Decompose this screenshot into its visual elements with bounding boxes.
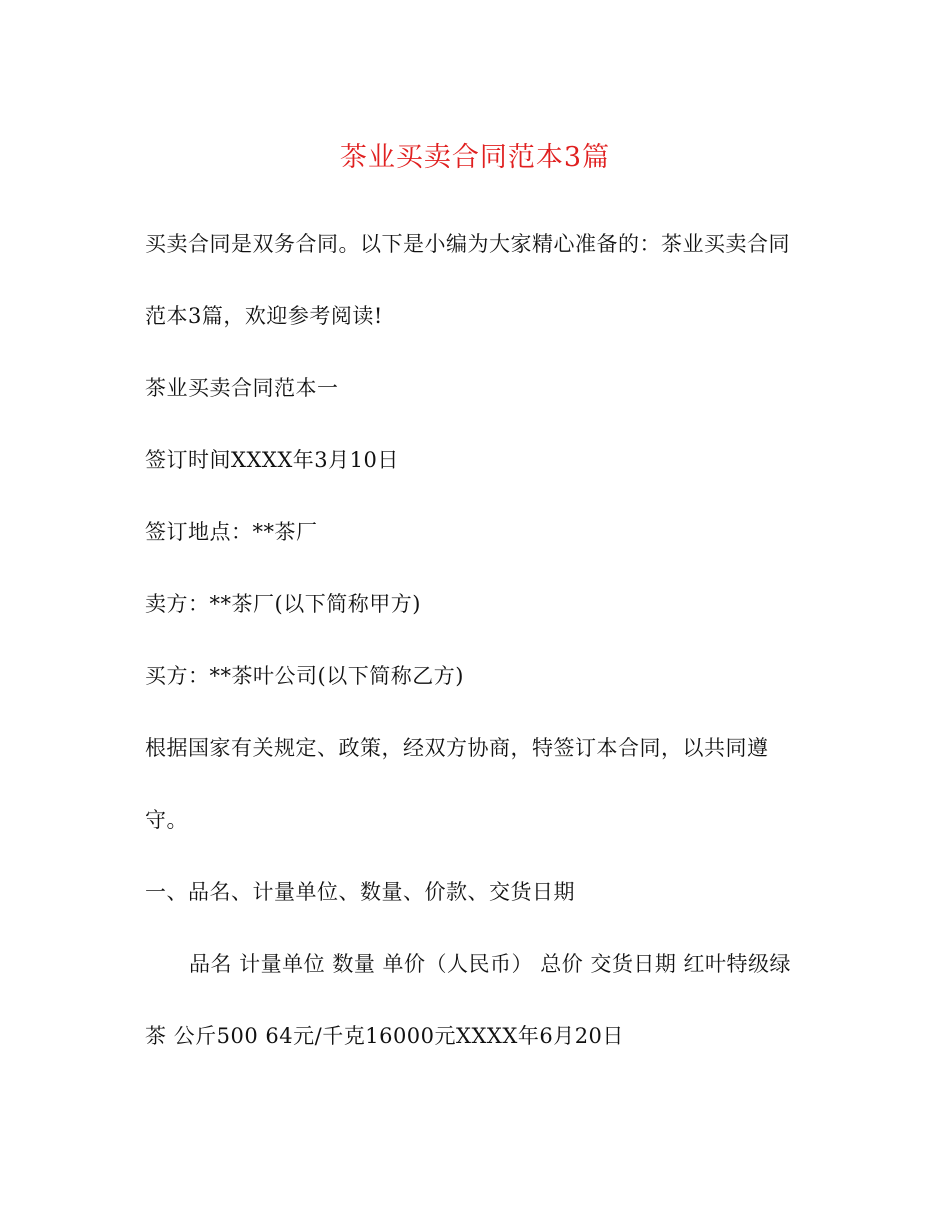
document-title: 茶业买卖合同范本3篇 — [339, 142, 611, 173]
paragraph-intro-line-2: 范本3篇，欢迎参考阅读! — [145, 304, 383, 328]
section-heading-contract-one: 茶业买卖合同范本一 — [145, 376, 339, 400]
product-table-line-2: 茶 公斤500 64元/千克16000元XXXX年6月20日 — [145, 1024, 624, 1048]
agreement-basis-line-2: 守。 — [145, 808, 188, 832]
document-body — [145, 222, 810, 1086]
signing-place: 签订地点：**茶厂 — [145, 520, 318, 544]
agreement-basis-line-1: 根据国家有关规定、政策，经双方协商，特签订本合同，以共同遵 — [145, 736, 769, 760]
buyer-party: 买方：**茶叶公司(以下简称乙方) — [145, 664, 464, 688]
product-table-line-1: 品名 计量单位 数量 单价（人民币） 总价 交货日期 红叶特级绿 — [189, 952, 792, 976]
signing-time: 签订时间XXXX年3月10日 — [145, 448, 399, 472]
clause-one-heading: 一、品名、计量单位、数量、价款、交货日期 — [145, 880, 575, 904]
seller-party: 卖方：**茶厂(以下简称甲方) — [145, 592, 421, 616]
paragraph-intro-line-1: 买卖合同是双务合同。以下是小编为大家精心准备的：茶业买卖合同 — [145, 232, 790, 256]
